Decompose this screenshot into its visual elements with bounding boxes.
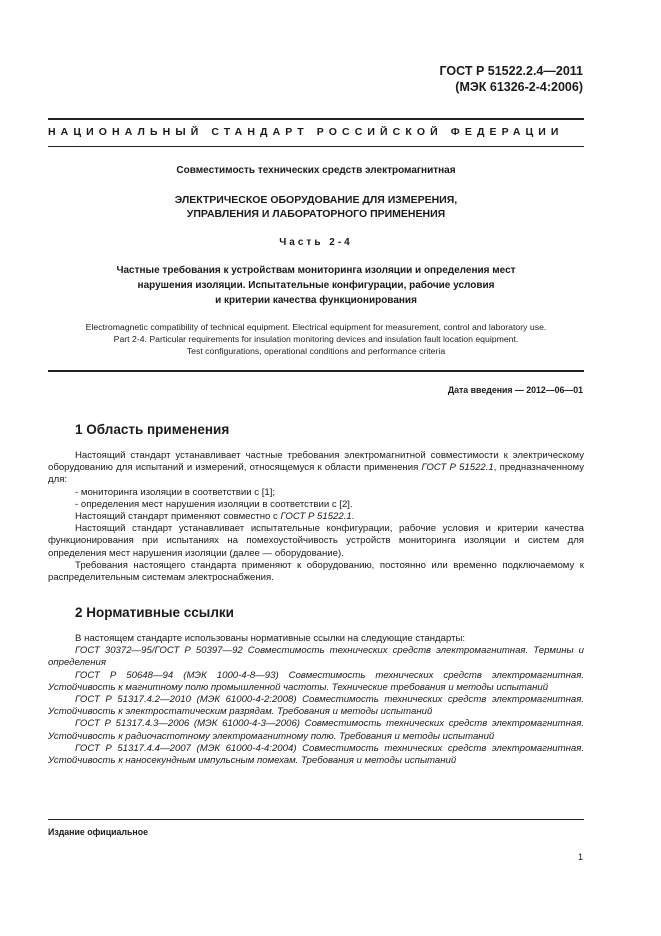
introduction-date: Дата введения — 2012—06—01	[447, 385, 583, 395]
official-edition-label: Издание официальное	[48, 827, 148, 837]
header-rule-top	[48, 118, 584, 120]
title-sub-line3: и критерии качества функционирования	[215, 295, 417, 306]
iec-number: (МЭК 61326-2-4:2006)	[455, 80, 583, 94]
header-rule-bottom	[48, 146, 584, 147]
normative-reference: ГОСТ Р 50648—94 (МЭК 1000-4-8—93) Совместимость технических средств электромагнитная. Устойчивость к магнитному полю промышленной частоты. Технические требования и методы испытаний	[48, 669, 584, 693]
section2-intro: В настоящем стандарте использованы нормативные ссылки на следующие стандарты:	[75, 633, 466, 644]
title-main-line2: УПРАВЛЕНИЯ И ЛАБОРАТОРНОГО ПРИМЕНЕНИЯ	[186, 208, 446, 220]
section1-body	[48, 450, 584, 584]
page-number: 1	[577, 852, 583, 862]
footer-rule	[48, 819, 584, 820]
english-title-line2: Part 2-4. Particular requirements for insulation monitoring devices and insulation fault location equipment.	[113, 334, 519, 344]
title-sub-line2: нарушения изоляции. Испытательные конфигурации, рабочие условия	[137, 280, 495, 291]
list-item: - определения мест нарушения изоляции в соответствии с [2].	[75, 498, 353, 510]
title-rule	[48, 370, 584, 372]
section2-body	[48, 633, 584, 767]
english-title-line1: Electromagnetic compatibility of technical equipment. Electrical equipment for measurement, control and laboratory use.	[85, 322, 547, 332]
normative-reference: ГОСТ 30372—95/ГОСТ Р 50397—92 Совместимость технических средств электромагнитная. Термины и определения	[48, 645, 584, 669]
title-main-line1: ЭЛЕКТРИЧЕСКОЕ ОБОРУДОВАНИЕ ДЛЯ ИЗМЕРЕНИЯ,	[174, 194, 458, 206]
title-sub-line1: Частные требования к устройствам мониторинга изоляции и определения мест	[116, 265, 516, 276]
section1-paragraph2: Настоящий стандарт применяют совместно с ГОСТ Р 51522.1.	[75, 511, 355, 523]
title-part: Часть 2-4	[279, 237, 353, 248]
title-series: Совместимость технических средств электромагнитная	[176, 165, 456, 176]
section2-title: 2 Нормативные ссылки	[75, 605, 234, 620]
section1-paragraph3: Настоящий стандарт устанавливает испытательные конфигурации, рабочие условия и критерии качества функционирования при испытаниях на помехоустойчивость устройств мониторинга изоляции и систем для определения мест нарушения изоляции (далее — оборудование).	[48, 523, 584, 559]
english-title-line3: Test configurations, operational conditions and performance criteria	[186, 346, 446, 356]
gost-reference: ГОСТ Р 51522.1	[421, 462, 494, 474]
normative-reference: ГОСТ Р 51317.4.2—2010 (МЭК 61000-4-2:2008) Совместимость технических средств электромагнитная. Устойчивость к электростатическим разрядам. Требования и методы испытаний	[48, 694, 584, 718]
normative-reference: ГОСТ Р 51317.4.4—2007 (МЭК 61000-4-4:2004) Совместимость технических средств электромагнитная. Устойчивость к наносекундным импульсным помехам. Требования и методы испытаний	[48, 742, 584, 767]
gost-reference: ГОСТ Р 51522.1	[280, 511, 352, 523]
section1-paragraph1: Настоящий стандарт устанавливает частные требования электромагнитной совместимости к электрическому оборудованию для испытаний и измерений, относящемуся к области применения ГОСТ Р 51522.1, предназначенному для:	[48, 450, 585, 486]
normative-reference: ГОСТ Р 51317.4.3—2006 (МЭК 61000-4-3—2006) Совместимость технических средств электромагнитная. Устойчивость к радиочастотному электромагнитному полю. Требования и методы испытаний	[48, 718, 584, 742]
gost-number: ГОСТ Р 51522.2.4—2011	[439, 64, 583, 78]
list-item: - мониторинга изоляции в соответствии с [1];	[75, 486, 276, 498]
section1-paragraph4: Требования настоящего стандарта применяют к оборудованию, постоянно или временно подключаемому к распределительным системам электроснабжения.	[48, 559, 584, 584]
national-standard-heading: НАЦИОНАЛЬНЫЙ СТАНДАРТ РОССИЙСКОЙ ФЕДЕРАЦИИ	[48, 126, 564, 138]
section1-title: 1 Область применения	[75, 422, 230, 437]
